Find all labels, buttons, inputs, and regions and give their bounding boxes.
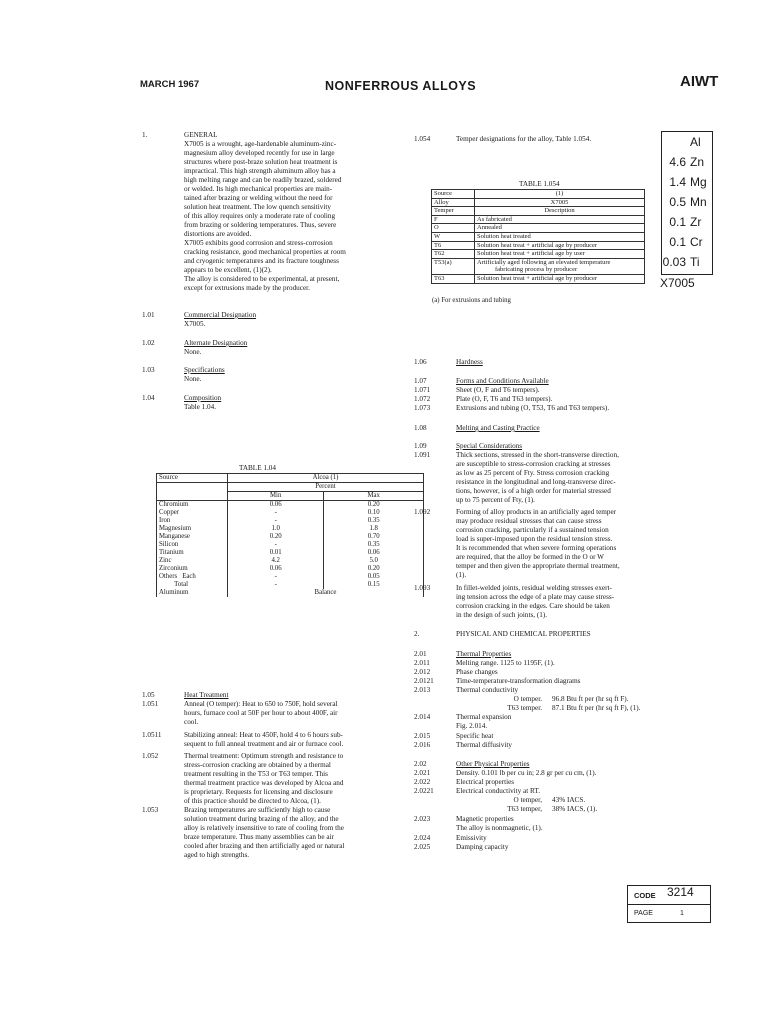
text-line: load is super-imposed upon the residual tension stress. (456, 535, 613, 543)
composition-value: 0.1 (669, 215, 686, 229)
table-label-alloy: Alloy (432, 198, 475, 207)
section-number: 1.04 (142, 394, 155, 402)
composition-rows (662, 132, 712, 272)
section-heading: GENERAL (184, 131, 218, 139)
text-line: alloy is relatively insensitive to rate of cooling from the (184, 824, 344, 832)
text-line: Thick sections, stressed in the short-transverse direction, (456, 451, 619, 459)
section-number: 1.0511 (142, 731, 162, 739)
table-value-source: (1) (475, 190, 645, 199)
section-text (184, 731, 343, 749)
composition-element: Mg (690, 175, 707, 189)
element-cell: Silicon (157, 541, 228, 549)
text-line: solution treatment during brazing of the alloy, and the (184, 815, 339, 823)
section-text: Melting range. 1125 to 1195F, (1). (456, 659, 555, 667)
composition-element: Zn (690, 155, 705, 169)
section-text (456, 584, 614, 620)
section-body (456, 843, 509, 852)
text-line: Thermal treatment: Optimum strength and resistance to (184, 752, 344, 760)
section-subtext: Fig. 2.014. (456, 722, 488, 730)
description-cell: As fabricated (475, 215, 645, 224)
section-body (456, 650, 511, 659)
section-number: 2.012 (414, 668, 431, 676)
temper-cell: T62 (432, 250, 475, 259)
text-line: of this practice should be directed to Alcoa, (1). (184, 797, 321, 805)
text-line: are susceptible to stress-corrosion cracking at stresses (456, 460, 611, 468)
min-cell: 0.01 (228, 549, 324, 557)
property-value: 43% IACS. (552, 796, 586, 804)
section-text: Table 1.04. (184, 403, 217, 411)
description-cell: Annealed (475, 224, 645, 233)
table-row (157, 565, 424, 573)
min-cell: - (228, 581, 324, 589)
section-number: 1.071 (414, 386, 431, 394)
text-line: In fillet-welded joints, residual welding stresses exert- (456, 584, 612, 592)
section-text: Magnetic properties (456, 815, 514, 823)
text-line: hours, furnace cool at 50F per hour to about 400F, air (184, 709, 338, 717)
text-line: X7005 is a wrought, age-hardenable aluminum-zinc- (184, 140, 337, 148)
section-number: 1.054 (414, 135, 431, 143)
spacer-cell (157, 483, 228, 492)
section-number: 1.01 (142, 311, 155, 319)
page-label: PAGE (634, 910, 653, 917)
text-line: treatment resulting in the T53 or T63 temper. This (184, 770, 328, 778)
section-text (184, 806, 344, 860)
max-cell: 0.15 (324, 581, 424, 589)
section-body (456, 741, 512, 750)
text-line: ing tension across the edge of a plate may cause stress- (456, 593, 615, 601)
section-body (456, 760, 529, 769)
table-row (157, 541, 424, 549)
section-number: 2.024 (414, 834, 431, 842)
table-1-054-caption: TABLE 1.054 (519, 180, 560, 188)
section-text (184, 752, 343, 806)
section-number: 1.091 (414, 451, 431, 459)
code-box (627, 885, 711, 923)
table-row (157, 533, 424, 541)
header-date: MARCH 1967 (140, 79, 200, 90)
section-number: 2.013 (414, 686, 431, 694)
section-number: 1.07 (414, 377, 427, 385)
table-1-054-body (432, 215, 645, 283)
section-body (456, 787, 597, 814)
temper-cell: T6 (432, 241, 475, 250)
text-line: structures where post-braze solution heat treatment is (184, 158, 338, 166)
text-line: except for extrusions made by the producer. (184, 284, 310, 292)
table-1-04 (156, 473, 424, 597)
table-header-description: Description (475, 207, 645, 216)
section-text: Electrical conductivity at RT. (456, 787, 541, 795)
description-cell: Solution heat treat + artificial age by user (475, 250, 645, 259)
section-number: 2.01 (414, 650, 427, 658)
page-title: NONFERROUS ALLOYS (325, 79, 477, 93)
section-number: 2.0121 (414, 677, 434, 685)
composition-value: 4.6 (669, 155, 686, 169)
composition-row (662, 252, 712, 272)
section-body (456, 713, 511, 731)
text-line: corrosion cracking, particularly if a sustained tension (456, 526, 609, 534)
section-text: Damping capacity (456, 843, 509, 851)
section-text (184, 700, 338, 727)
text-line: braze temperature. Thus many assemblies can be air (184, 833, 334, 841)
element-cell: Chromium (157, 501, 228, 510)
composition-row (662, 132, 712, 152)
code-value: 3214 (667, 885, 694, 899)
section-text: None. (184, 348, 202, 356)
composition-box (661, 131, 713, 275)
table-row (157, 581, 424, 589)
text-line: thermal treatment practice was developed by Alcoa and (184, 779, 344, 787)
text-line: from brazing or soldering temperatures. Thus, severe (184, 221, 337, 229)
element-cell: Iron (157, 517, 228, 525)
table-row (157, 573, 424, 581)
min-cell: 4.2 (228, 557, 324, 565)
property-row (456, 796, 597, 805)
min-cell: 0.06 (228, 565, 324, 573)
text-line: in the design of such joints, (1). (456, 611, 548, 619)
text-line: tained after brazing or welding without the need for (184, 194, 333, 202)
text-line: solution heat treatment. The low quench sensitivity (184, 203, 331, 211)
text-line: tions, however, is of a high order for material stressed (456, 487, 611, 495)
section-text: Plate (O, F, T6 and T63 tempers). (456, 395, 553, 403)
min-cell: 0.06 (228, 501, 324, 510)
section-number: 2.014 (414, 713, 431, 721)
section-text: Sheet (O, F and T6 tempers). (456, 386, 540, 394)
max-cell: 0.20 (324, 565, 424, 573)
section-body (456, 834, 487, 843)
general-text (184, 140, 424, 293)
property-value: 87.1 Btu ft per (hr sq ft F), (1). (552, 704, 641, 712)
element-cell: Magnesium (157, 525, 228, 533)
temper-cell: T63 (432, 274, 475, 283)
text-line: X7005 exhibits good corrosion and stress-corrosion (184, 239, 333, 247)
element-cell: Zinc (157, 557, 228, 565)
text-line: sequent to full anneal treatment and air or furnace cool. (184, 740, 344, 748)
text-line: cool. (184, 718, 199, 726)
description-cell: Solution heat treated (475, 232, 645, 241)
text-line: high melting range and can be readily brazed, soldered (184, 176, 342, 184)
text-line: cracking resistance, good mechanical properties at room (184, 248, 346, 256)
min-cell: - (228, 573, 324, 581)
section-number: 2.022 (414, 778, 431, 786)
section-heading: Special Considerations (456, 442, 523, 450)
property-row (456, 805, 597, 814)
table-value-alloy: X7005 (475, 198, 645, 207)
text-line: It is recommended that when severe forming operations (456, 544, 617, 552)
element-cell: Copper (157, 509, 228, 517)
section-text: Extrusions and tubing (O, T53, T6 and T63 tempers). (456, 404, 610, 412)
section-number: 1.03 (142, 366, 155, 374)
composition-row (662, 232, 712, 252)
section-text: Temper designations for the alloy, Table 1.054. (456, 135, 592, 143)
section-body (456, 677, 580, 686)
property-row (456, 695, 640, 704)
table-footnote: (a) For extrusions and tubing (432, 297, 511, 304)
section-number: 1.093 (414, 584, 431, 592)
composition-element: Mn (690, 195, 707, 209)
table-1-04-caption: TABLE 1.04 (239, 464, 276, 472)
text-line: of this alloy requires only a moderate rate of cooling (184, 212, 336, 220)
element-cell: Manganese (157, 533, 228, 541)
section-number: 2.025 (414, 843, 431, 851)
section-heading: Composition (184, 394, 222, 402)
table-row (157, 525, 424, 533)
table-header-max: Max (324, 492, 424, 501)
section-number: 1. (142, 131, 148, 139)
alloy-name: X7005 (660, 276, 695, 290)
section-number: 2.021 (414, 769, 431, 777)
section-number: 1.05 (142, 691, 155, 699)
section-text: X7005. (184, 320, 206, 328)
section-number: 2.011 (414, 659, 430, 667)
text-line: aged to high strengths. (184, 851, 250, 859)
temper-cell: O (432, 224, 475, 233)
section-text: None. (184, 375, 202, 383)
text-line: distortions are avoided. (184, 230, 252, 238)
section-text (456, 508, 620, 580)
property-label: T63 temper. (507, 704, 542, 712)
code-label: CODE (634, 891, 656, 900)
max-cell: 0.35 (324, 541, 424, 549)
description-cell: Solution heat treat + artificial age by producer (475, 241, 645, 250)
section-number: 1.09 (414, 442, 427, 450)
composition-element: Ti (690, 255, 700, 269)
section-number: 2.0221 (414, 787, 434, 795)
section-number: 2.016 (414, 741, 431, 749)
min-cell: - (228, 517, 324, 525)
section-heading: PHYSICAL AND CHEMICAL PROPERTIES (456, 630, 591, 638)
text-line: and cryogenic temperatures and its fracture toughness (184, 257, 339, 265)
section-heading: Commercial Designation (184, 311, 257, 319)
table-header-temper: Temper (432, 207, 475, 216)
max-cell: 5.0 (324, 557, 424, 565)
text-line: magnesium alloy developed recently for use in large (184, 149, 335, 157)
max-cell: 0.05 (324, 573, 424, 581)
section-body (456, 659, 555, 668)
spacer-cell (157, 492, 228, 501)
temper-cell: F (432, 215, 475, 224)
section-number: 1.02 (142, 339, 155, 347)
table-row (432, 258, 645, 266)
section-body (456, 732, 493, 741)
divider (628, 904, 710, 905)
text-line: stress-corrosion cracking are obtained by a thermal (184, 761, 331, 769)
max-cell: 0.20 (324, 501, 424, 510)
section-heading: Heat Treatment (184, 691, 229, 699)
text-line: resistance in the longitudinal and long-transverse direc- (456, 478, 616, 486)
description-cell: Solution heat treat + artificial age by producer (475, 274, 645, 283)
min-cell: 1.0 (228, 525, 324, 533)
header-code: AIWT (680, 73, 719, 90)
property-value: 96.8 Btu ft per (hr sq ft F). (552, 695, 629, 703)
section-text: Thermal expansion (456, 713, 512, 721)
section-heading: Melting and Casting Practice (456, 424, 540, 432)
section-body (456, 815, 543, 833)
text-line: Forming of alloy products in an artificially aged temper (456, 508, 617, 516)
section-number: 2.023 (414, 815, 431, 823)
section-heading: Hardness (456, 358, 483, 366)
section-text: Electrical properties (456, 778, 515, 786)
section-text: Emissivity (456, 834, 487, 842)
text-line: up to 75 percent of Fty, (1). (456, 496, 535, 504)
text-line: impractical. This high strength aluminum alloy has a (184, 167, 336, 175)
table-row (432, 215, 645, 224)
temper-cell: W (432, 232, 475, 241)
property-label: T63 temper, (507, 805, 542, 813)
section-heading: Thermal Properties (456, 650, 512, 658)
table-row (432, 224, 645, 233)
section-number: 2.02 (414, 760, 427, 768)
section-body (456, 769, 596, 778)
balance-cell: Balance (228, 589, 424, 597)
table-label-source: Source (432, 190, 475, 199)
text-line: corrosion cracking in the edges. Care should be taken (456, 602, 610, 610)
composition-value: 0.03 (662, 255, 686, 269)
composition-value: 0.1 (669, 235, 686, 249)
property-row (456, 704, 640, 713)
text-line: appears to be excellent, (1)(2). (184, 266, 272, 274)
section-body (456, 686, 640, 713)
section-number: 1.053 (142, 806, 159, 814)
section-heading: Other Physical Properties (456, 760, 530, 768)
section-body (456, 778, 514, 787)
element-cell: Others Each (157, 573, 228, 581)
section-text (456, 451, 619, 505)
table-1-054 (431, 189, 645, 284)
element-cell: Aluminum (157, 589, 228, 597)
section-body (456, 668, 498, 677)
min-cell: - (228, 541, 324, 549)
section-text: Phase changes (456, 668, 498, 676)
text-line: Brazing temperatures are sufficiently high to cause (184, 806, 331, 814)
composition-element: Zr (690, 215, 702, 229)
description-cell: Artificially aged following an elevated temperature (475, 258, 645, 266)
table-1-04-body (157, 501, 424, 598)
composition-row (662, 172, 712, 192)
max-cell: 0.06 (324, 549, 424, 557)
element-cell: Total (157, 581, 228, 589)
section-subtext: The alloy is nonmagnetic, (1). (456, 824, 543, 832)
section-text: Specific heat (456, 732, 494, 740)
composition-element: Cr (690, 235, 703, 249)
section-number: 1.051 (142, 700, 159, 708)
section-number: 1.08 (414, 424, 427, 432)
table-header-percent: Percent (228, 483, 424, 492)
section-heading: Forms and Conditions Available (456, 377, 549, 385)
min-cell: - (228, 509, 324, 517)
element-cell: Zirconium (157, 565, 228, 573)
table-header-source-value: Alcoa (1) (228, 474, 424, 483)
composition-row (662, 152, 712, 172)
text-line: is proprietary. Requests for licensing and disclosure (184, 788, 333, 796)
table-header-min: Min (228, 492, 324, 501)
text-line: Stabilizing anneal: Heat to 450F, hold 4 to 6 hours sub- (184, 731, 343, 739)
text-line: temper and then given the appropriate thermal treatment, (456, 562, 620, 570)
table-row (432, 241, 645, 250)
text-line: (1). (456, 571, 467, 579)
section-number: 1.073 (414, 404, 431, 412)
section-text: Time-temperature-transformation diagrams (456, 677, 581, 685)
temper-cell: T53(a) (432, 258, 475, 266)
text-line: or welded. Its high mechanical properties are main- (184, 185, 333, 193)
section-text: Thermal conductivity (456, 686, 519, 694)
section-heading: Specifications (184, 366, 225, 374)
table-row (157, 589, 424, 597)
section-number: 1.092 (414, 508, 431, 516)
table-row (157, 517, 424, 525)
temper-cell (432, 266, 475, 274)
section-number: 1.052 (142, 752, 159, 760)
table-row (157, 509, 424, 517)
text-line: cooled after brazing and then artificially aged or natural (184, 842, 345, 850)
max-cell: 0.35 (324, 517, 424, 525)
table-row (432, 274, 645, 283)
text-line: as low as 25 percent of Fty. Stress corrosion cracking (456, 469, 610, 477)
table-header-source: Source (157, 474, 228, 483)
table-row (432, 266, 645, 274)
text-line: The alloy is considered to be experimental, at present, (184, 275, 340, 283)
composition-element: Al (690, 135, 701, 149)
section-text: Density. 0.101 lb per cu in; 2.8 gr per cu cm, (1). (456, 769, 597, 777)
property-label: O temper, (513, 796, 542, 804)
description-cell: fabricating process by producer (475, 266, 645, 274)
composition-row (662, 192, 712, 212)
composition-value: 1.4 (669, 175, 686, 189)
section-number: 2.015 (414, 732, 431, 740)
section-number: 1.072 (414, 395, 431, 403)
page-value: 1 (680, 910, 684, 917)
text-line: may produce residual stresses that can cause stress (456, 517, 602, 525)
composition-row (662, 212, 712, 232)
max-cell: 1.8 (324, 525, 424, 533)
section-number: 2. (414, 630, 420, 638)
table-row (157, 549, 424, 557)
section-text: Thermal diffusivity (456, 741, 512, 749)
property-label: O temper. (513, 695, 542, 703)
table-row (157, 501, 424, 510)
element-cell: Titanium (157, 549, 228, 557)
property-value: 38% IACS, (1). (552, 805, 598, 813)
table-row (432, 232, 645, 241)
section-heading: Alternate Designation (184, 339, 248, 347)
composition-value: 0.5 (669, 195, 686, 209)
text-line: Anneal (O temper): Heat to 650 to 750F, hold several (184, 700, 338, 708)
max-cell: 0.10 (324, 509, 424, 517)
min-cell: 0.20 (228, 533, 324, 541)
table-row (432, 250, 645, 259)
section-number: 1.06 (414, 358, 427, 366)
table-row (157, 557, 424, 565)
text-line: are required, that the alloy be formed in the O or W (456, 553, 604, 561)
max-cell: 0.70 (324, 533, 424, 541)
